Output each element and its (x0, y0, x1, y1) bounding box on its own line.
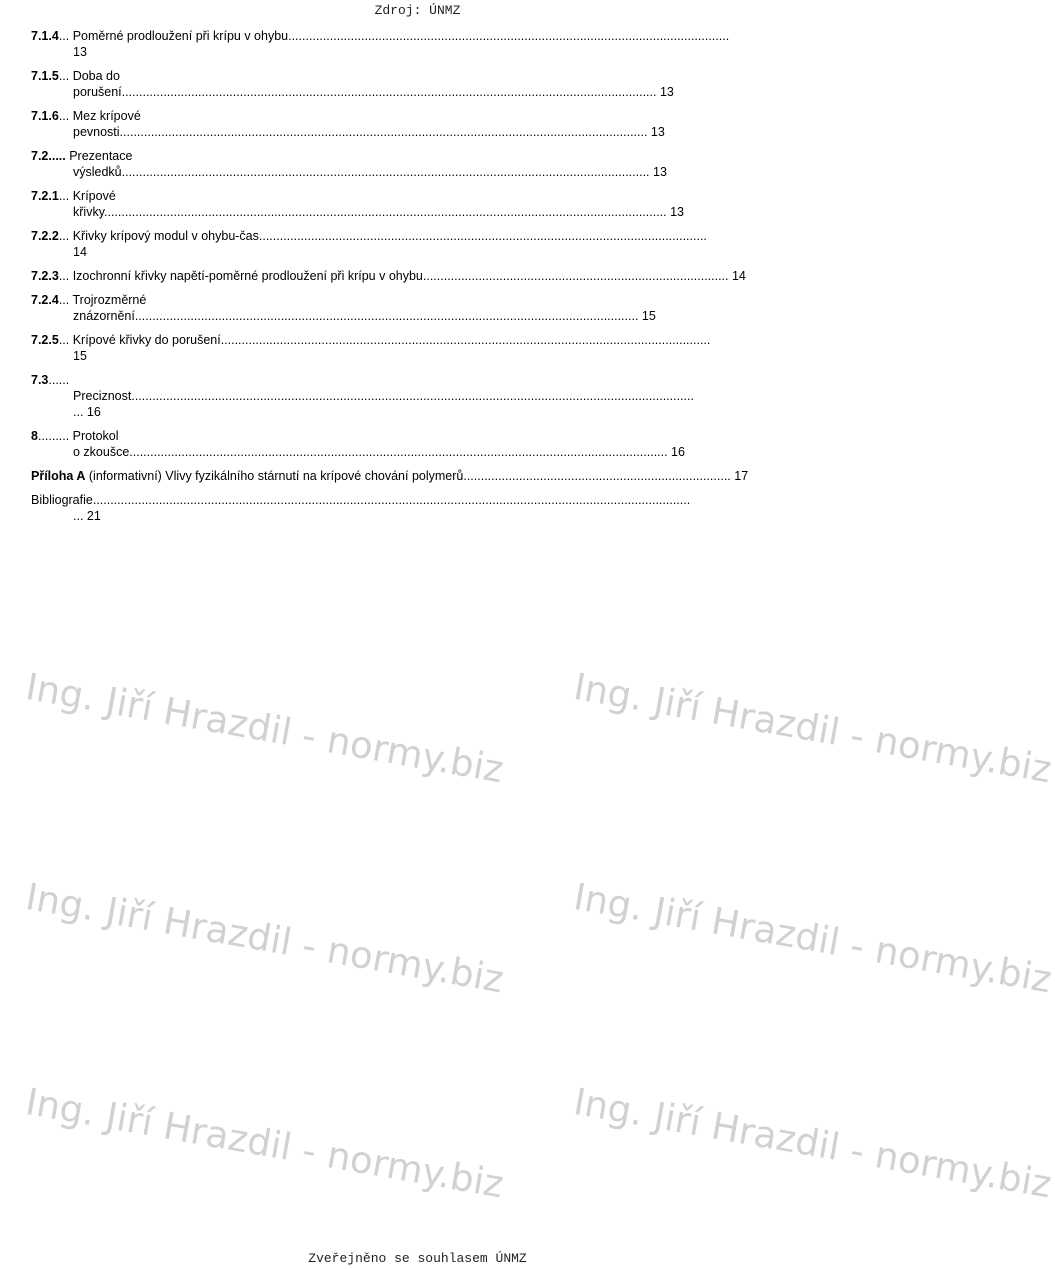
toc-number: 7.2.4 (31, 293, 59, 307)
watermark-text: Ing. Jiří Hrazdil - normy.biz (570, 1080, 1055, 1207)
toc-text: ... Doba do (58, 69, 120, 83)
toc-text: ... Krípové (58, 189, 116, 203)
toc-text: Bibliografie............................................................................................................................................................................ (31, 493, 691, 507)
toc-text: (informativní) Vlivy fyzikálního stárnutí na krípové chování polymerů............................................................................. 17 (85, 469, 749, 483)
toc-text: o zkoušce........................................................................................................................................................... 16 (73, 445, 685, 459)
table-of-contents (31, 28, 806, 532)
toc-text: znázornění................................................................................................................................................. 15 (73, 309, 656, 323)
toc-text: ... Krípové křivky do porušení............................................................................................................................................. (58, 333, 711, 347)
toc-entry[interactable] (31, 148, 806, 180)
toc-text: ... Mez krípové (58, 109, 141, 123)
watermark-text: Ing. Jiří Hrazdil - normy.biz (570, 875, 1055, 1002)
toc-text: ...... (48, 373, 70, 387)
toc-text: 14 (73, 245, 87, 259)
toc-number: 7.1.4 (31, 29, 59, 43)
toc-number: 7.1.6 (31, 109, 59, 123)
toc-entry[interactable] (31, 228, 806, 260)
toc-text: ... Trojrozměrné (58, 293, 147, 307)
toc-text: pevnosti........................................................................................................................................................ 13 (73, 125, 665, 139)
toc-number: 7.2.2 (31, 229, 59, 243)
toc-entry[interactable] (31, 108, 806, 140)
watermark-text: Ing. Jiří Hrazdil - normy.biz (22, 665, 507, 792)
toc-text: ... Izochronní křivky napětí-poměrné prodloužení při krípu v ohybu........................................................................................ 14 (58, 269, 746, 283)
toc-number: 8 (31, 429, 38, 443)
toc-number: 7.2.1 (31, 189, 59, 203)
toc-entry[interactable] (31, 332, 806, 364)
toc-text: 15 (73, 349, 87, 363)
watermark-text: Ing. Jiří Hrazdil - normy.biz (22, 1080, 507, 1207)
toc-number: Příloha A (31, 469, 86, 483)
publication-footer: Zveřejněno se souhlasem ÚNMZ (308, 1251, 527, 1266)
toc-entry[interactable] (31, 268, 806, 284)
toc-entry[interactable] (31, 28, 806, 60)
toc-text: 13 (73, 45, 87, 59)
toc-number: 7.2.5 (31, 333, 59, 347)
toc-text: ... 16 (73, 405, 101, 419)
source-header: Zdroj: ÚNMZ (374, 3, 461, 18)
toc-text: Prezentace (65, 149, 133, 163)
toc-text: Preciznost.................................................................................................................................................................. (73, 389, 694, 403)
toc-entry[interactable] (31, 372, 806, 420)
toc-entry[interactable] (31, 68, 806, 100)
toc-entry[interactable] (31, 292, 806, 324)
toc-number: 7.1.5 (31, 69, 59, 83)
toc-text: křivky.................................................................................................................................................................. 13 (73, 205, 684, 219)
toc-text: ... Poměrné prodloužení při krípu v ohybu............................................................................................................................... (58, 29, 730, 43)
toc-number: 7.2..... (31, 149, 66, 163)
watermark-text: Ing. Jiří Hrazdil - normy.biz (22, 875, 507, 1002)
toc-text: ... 21 (73, 509, 101, 523)
toc-entry[interactable] (31, 428, 806, 460)
watermark-text: Ing. Jiří Hrazdil - normy.biz (570, 665, 1055, 792)
toc-number: 7.3 (31, 373, 49, 387)
toc-entry[interactable] (31, 468, 806, 484)
toc-text: ... Křivky krípový modul v ohybu-čas................................................................................................................................. (58, 229, 707, 243)
toc-entry[interactable] (31, 188, 806, 220)
toc-number: 7.2.3 (31, 269, 59, 283)
toc-text: ......... Protokol (37, 429, 119, 443)
toc-text: výsledků........................................................................................................................................................ 13 (73, 165, 667, 179)
toc-entry[interactable] (31, 492, 806, 524)
toc-text: porušení.......................................................................................................................................................... 13 (73, 85, 674, 99)
